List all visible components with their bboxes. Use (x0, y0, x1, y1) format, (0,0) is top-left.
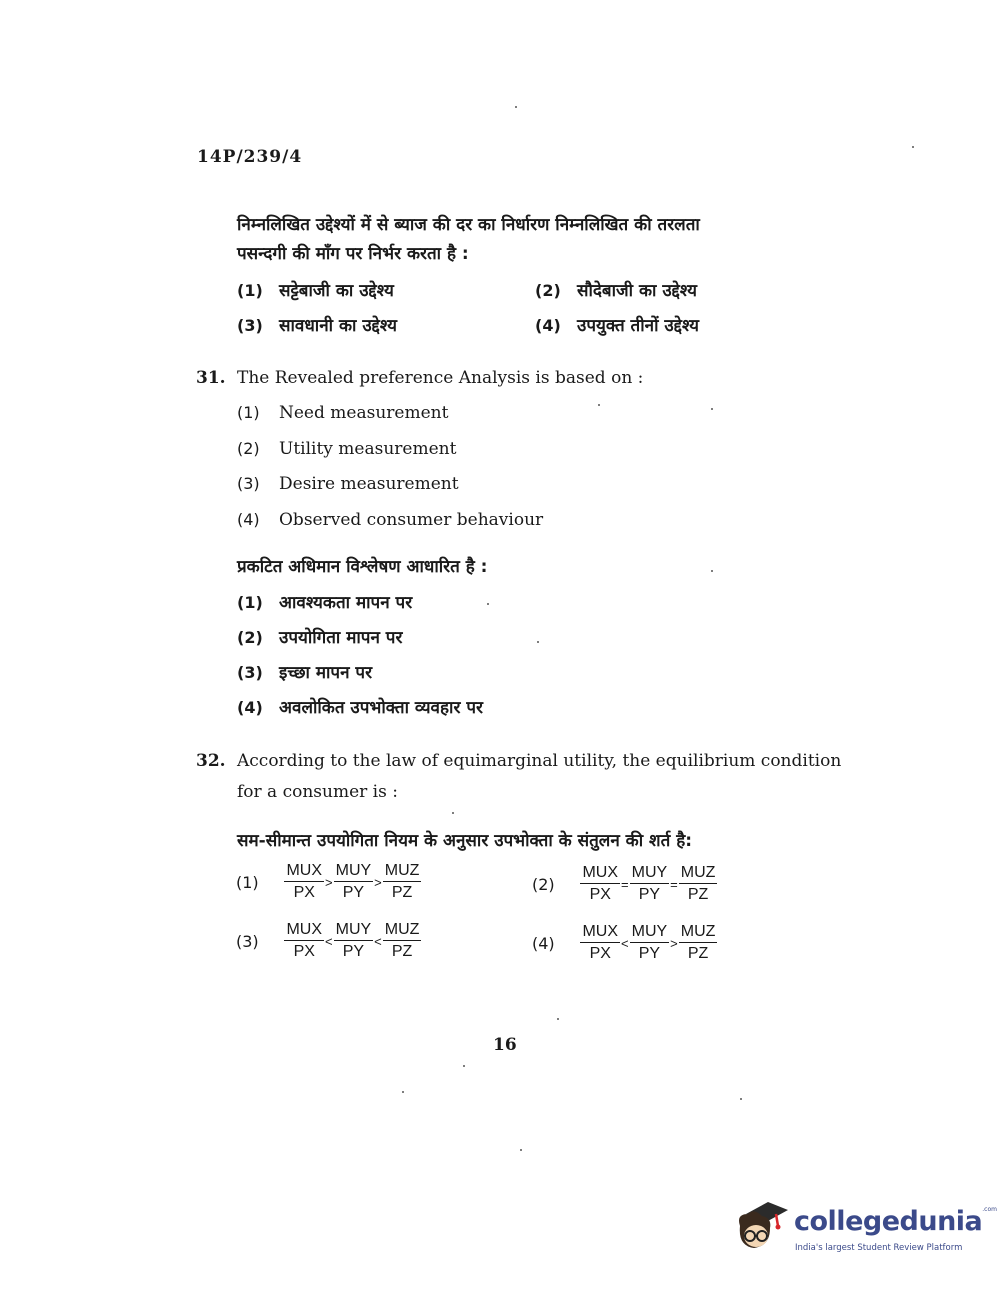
q32-option-2 (532, 864, 717, 904)
q32-number: 32. (196, 751, 226, 771)
option-number: (1) (237, 593, 263, 612)
option-number: (2) (535, 281, 561, 300)
relation-symbol: < (621, 935, 629, 951)
logo-brand-text: collegedunia (794, 1206, 983, 1237)
logo-suffix: .com (982, 1206, 997, 1213)
q30-hindi-line1: निम्नलिखित उद्देश्यों में से ब्याज की दर का निर्धारण निम्नलिखित की तरलता (237, 215, 700, 235)
q30-option-4 (535, 313, 699, 336)
option-number: (4) (237, 510, 260, 529)
scan-speck (463, 1065, 465, 1067)
paper-code: 14P/239/4 (197, 147, 303, 167)
q30-option-2 (535, 278, 697, 301)
fraction-muy-py: $\frac{\text{MUY}}{PY}$ (631, 923, 668, 962)
q31-question: The Revealed preference Analysis is based on : (237, 368, 644, 388)
scan-speck (557, 1018, 559, 1020)
fraction-mux-px: $\frac{\text{MUX}}{PX}$ (286, 921, 323, 960)
option-number: (2) (532, 874, 555, 894)
option-text: Utility measurement (279, 439, 457, 459)
option-text: उपयोगिता मापन पर (279, 628, 403, 648)
scan-speck (711, 408, 713, 410)
option-number: (3) (236, 931, 259, 951)
q31-question-hindi: प्रकटित अधिमान विश्लेषण आधारित है : (237, 557, 488, 577)
scan-speck (740, 1098, 742, 1100)
q31-hindi-option-2 (237, 625, 402, 648)
q31-option-1 (237, 403, 448, 423)
relation-symbol: < (374, 933, 382, 949)
fraction-muz-pz: $\frac{\text{MUZ}}{PZ}$ (680, 864, 716, 903)
q31-hindi-option-1 (237, 590, 412, 613)
fraction-mux-px: $\frac{\text{MUX}}{PX}$ (286, 862, 323, 901)
q31-option-2 (237, 439, 456, 459)
option-text: सावधानी का उद्देश्य (279, 316, 397, 336)
q31-number: 31. (196, 368, 226, 388)
q32-option-4 (532, 923, 717, 963)
relation-symbol: = (621, 876, 629, 892)
q32-question-line1: According to the law of equimarginal utility, the equilibrium condition (237, 751, 842, 771)
option-number: (4) (535, 316, 561, 335)
q30-option-1 (237, 278, 394, 301)
page-number: 16 (493, 1035, 517, 1055)
collegedunia-logo (732, 1196, 997, 1260)
fraction-mux-px: $\frac{\text{MUX}}{PX}$ (582, 923, 619, 962)
option-number: (1) (236, 872, 259, 892)
fraction-muy-py: $\frac{\text{MUY}}{PY}$ (631, 864, 668, 903)
option-text: Desire measurement (279, 474, 459, 494)
option-number: (1) (237, 403, 260, 422)
relation-symbol: < (325, 933, 333, 949)
option-number: (3) (237, 663, 263, 682)
option-number: (4) (237, 698, 263, 717)
fraction-muz-pz: $\frac{\text{MUZ}}{PZ}$ (384, 921, 420, 960)
scan-speck (520, 1149, 522, 1151)
relation-symbol: = (670, 876, 678, 892)
q30-option-3 (237, 313, 397, 336)
scan-speck (487, 603, 489, 605)
option-text: Observed consumer behaviour (279, 510, 544, 530)
option-text: सट्टेबाजी का उद्देश्य (279, 281, 394, 301)
fraction-muy-py: $\frac{\text{MUY}}{PY}$ (335, 862, 372, 901)
q32-question-line2: for a consumer is : (237, 782, 398, 802)
option-number: (2) (237, 439, 260, 458)
option-text: अवलोकित उपभोक्ता व्यवहार पर (279, 698, 483, 718)
option-number: (1) (237, 281, 263, 300)
q32-question-hindi: सम-सीमान्त उपयोगिता नियम के अनुसार उपभोक्ता के संतुलन की शर्त है: (237, 831, 693, 851)
scan-speck (912, 146, 914, 148)
logo-tagline: India's largest Student Review Platform (795, 1243, 963, 1253)
relation-symbol: > (670, 935, 678, 951)
option-number: (3) (237, 474, 260, 493)
option-text: उपयुक्त तीनों उद्देश्य (577, 316, 700, 336)
scan-speck (598, 404, 600, 406)
scan-speck (515, 106, 517, 108)
q31-option-4 (237, 510, 543, 530)
fraction-muz-pz: $\frac{\text{MUZ}}{PZ}$ (384, 862, 420, 901)
fraction-mux-px: $\frac{\text{MUX}}{PX}$ (582, 864, 619, 903)
q31-hindi-option-3 (237, 660, 372, 683)
option-text: Need measurement (279, 403, 449, 423)
relation-symbol: > (374, 874, 382, 890)
option-number: (4) (532, 933, 555, 953)
mascot-icon (732, 1196, 790, 1256)
option-text: सौदेबाजी का उद्देश्य (577, 281, 697, 301)
relation-symbol: > (325, 874, 333, 890)
scan-speck (537, 641, 539, 643)
q30-hindi-line2: पसन्दगी की माँग पर निर्भर करता है : (237, 244, 469, 264)
fraction-muy-py: $\frac{\text{MUY}}{PY}$ (335, 921, 372, 960)
q31-option-3 (237, 474, 459, 494)
scan-speck (402, 1091, 404, 1093)
option-number: (3) (237, 316, 263, 335)
q31-hindi-option-4 (237, 695, 483, 718)
q32-option-1 (236, 862, 421, 902)
q32-option-3 (236, 921, 421, 961)
option-text: आवश्यकता मापन पर (279, 593, 413, 613)
scan-speck (452, 812, 454, 814)
option-number: (2) (237, 628, 263, 647)
option-text: इच्छा मापन पर (279, 663, 373, 683)
fraction-muz-pz: $\frac{\text{MUZ}}{PZ}$ (680, 923, 716, 962)
scan-speck (711, 570, 713, 572)
